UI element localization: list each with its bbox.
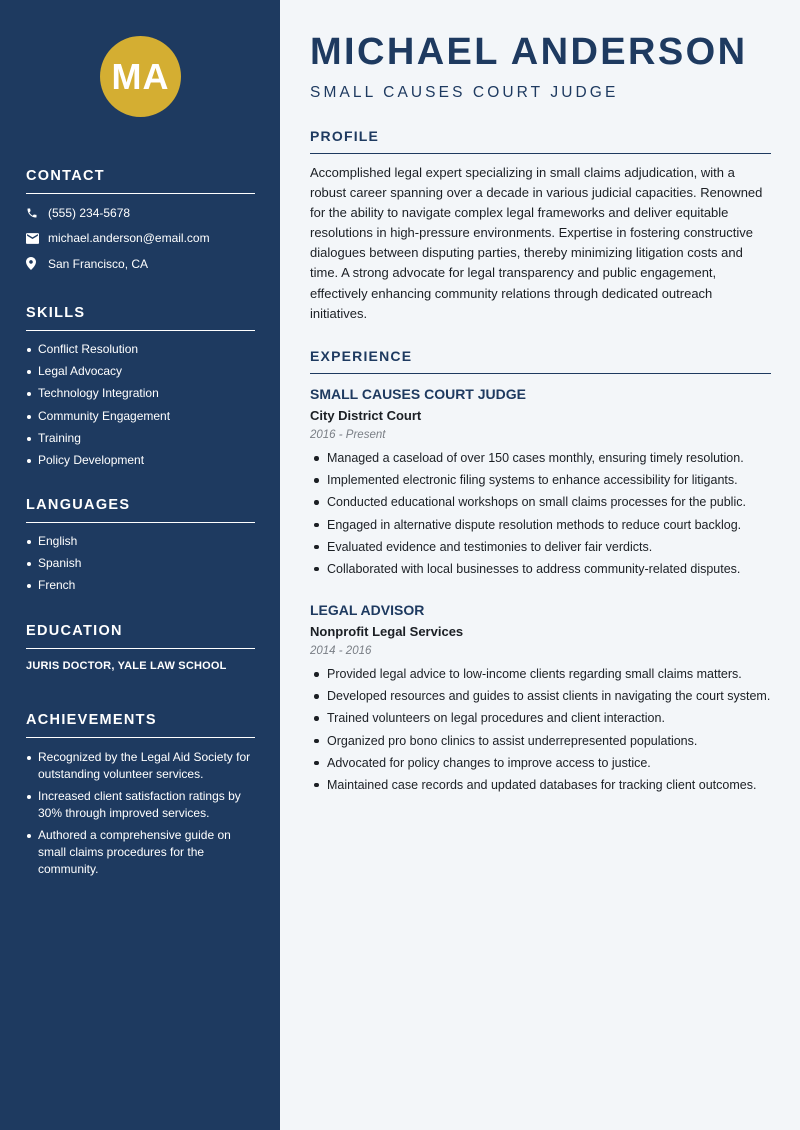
contact-section <box>26 168 255 277</box>
location-pin-icon <box>26 257 48 270</box>
achievements-section <box>26 712 255 883</box>
job-bullet: Engaged in alternative dispute resolution methods to reduce court backlog. <box>310 516 771 534</box>
job-bullet: Trained volunteers on legal procedures and client interaction. <box>310 709 771 727</box>
achievement-item: Recognized by the Legal Aid Society for outstanding volunteer services. <box>26 749 255 783</box>
phone-text: (555) 234-5678 <box>48 205 131 220</box>
sidebar <box>0 0 280 1130</box>
education-section <box>26 623 255 672</box>
job-title: SMALL CAUSES COURT JUDGE <box>310 386 526 402</box>
job-bullet: Developed resources and guides to assist clients in navigating the court system. <box>310 687 771 705</box>
job-bullets <box>310 449 771 578</box>
skill-item: Legal Advocacy <box>26 363 255 380</box>
languages-section <box>26 497 255 600</box>
job-bullets <box>310 665 771 794</box>
skill-item: Community Engagement <box>26 408 255 425</box>
profile-text: Accomplished legal expert specializing in small claims adjudication, with a robust career spanning over a decade in various judicial capacities. Renowned for the ability to navigate complex legal frameworks and deliver equitable resolutions in high-pressure environments. Expertise in fostering constructive dialogues between disputing parties, thereby minimizing litigation costs and time. A strong advocate for legal transparency and public engagement, effectively enhancing community relations through dedicated outreach initiatives. <box>310 165 763 321</box>
mail-icon <box>26 233 48 244</box>
skill-item: Policy Development <box>26 452 255 469</box>
profile-heading: PROFILE <box>310 128 771 154</box>
languages-heading: LANGUAGES <box>26 497 255 523</box>
job-bullet: Evaluated evidence and testimonies to deliver fair verdicts. <box>310 538 771 556</box>
job-bullet: Conducted educational workshops on small claims processes for the public. <box>310 493 771 511</box>
job-bullet: Maintained case records and updated databases for tracking client outcomes. <box>310 776 771 794</box>
job-bullet: Organized pro bono clinics to assist underrepresented populations. <box>310 732 771 750</box>
job-bullet: Implemented electronic filing systems to enhance accessibility for litigants. <box>310 471 771 489</box>
achievement-item: Authored a comprehensive guide on small claims procedures for the community. <box>26 827 255 878</box>
job-organization: City District Court <box>310 408 422 423</box>
language-item: French <box>26 577 255 594</box>
job-entry <box>310 386 771 582</box>
skills-section <box>26 305 255 474</box>
skills-heading: SKILLS <box>26 305 255 331</box>
education-heading: EDUCATION <box>26 623 255 649</box>
skill-item: Conflict Resolution <box>26 341 255 358</box>
language-item: English <box>26 533 255 550</box>
skill-item: Technology Integration <box>26 385 255 402</box>
contact-email[interactable] <box>26 226 255 252</box>
contact-location <box>26 251 255 277</box>
location-text: San Francisco, CA <box>48 256 149 271</box>
language-item: Spanish <box>26 555 255 572</box>
job-organization: Nonprofit Legal Services <box>310 624 464 639</box>
languages-list <box>26 533 255 594</box>
job-title-header: SMALL CAUSES COURT JUDGE <box>310 84 619 101</box>
job-bullet: Collaborated with local businesses to address community-related disputes. <box>310 560 771 578</box>
skill-item: Training <box>26 430 255 447</box>
achievement-item: Increased client satisfaction ratings by 30% through improved services. <box>26 788 255 822</box>
job-dates: 2014 - 2016 <box>310 645 372 657</box>
job-dates: 2016 - Present <box>310 429 386 441</box>
person-name: MICHAEL ANDERSON <box>310 31 748 73</box>
achievements-list <box>26 749 255 878</box>
achievements-heading: ACHIEVEMENTS <box>26 712 255 738</box>
job-bullet: Advocated for policy changes to improve access to justice. <box>310 754 771 772</box>
job-bullet: Managed a caseload of over 150 cases monthly, ensuring timely resolution. <box>310 449 771 467</box>
experience-heading: EXPERIENCE <box>310 348 771 374</box>
skills-list <box>26 341 255 469</box>
job-title: LEGAL ADVISOR <box>310 602 425 618</box>
avatar: MA <box>100 36 181 117</box>
job-bullet: Provided legal advice to low-income clients regarding small claims matters. <box>310 665 771 683</box>
email-text: michael.anderson@email.com <box>48 231 210 246</box>
education-degree: JURIS DOCTOR, YALE LAW SCHOOL <box>26 660 227 672</box>
job-entry <box>310 602 771 798</box>
contact-heading: CONTACT <box>26 168 255 194</box>
contact-phone[interactable] <box>26 200 255 226</box>
phone-icon <box>26 207 48 219</box>
